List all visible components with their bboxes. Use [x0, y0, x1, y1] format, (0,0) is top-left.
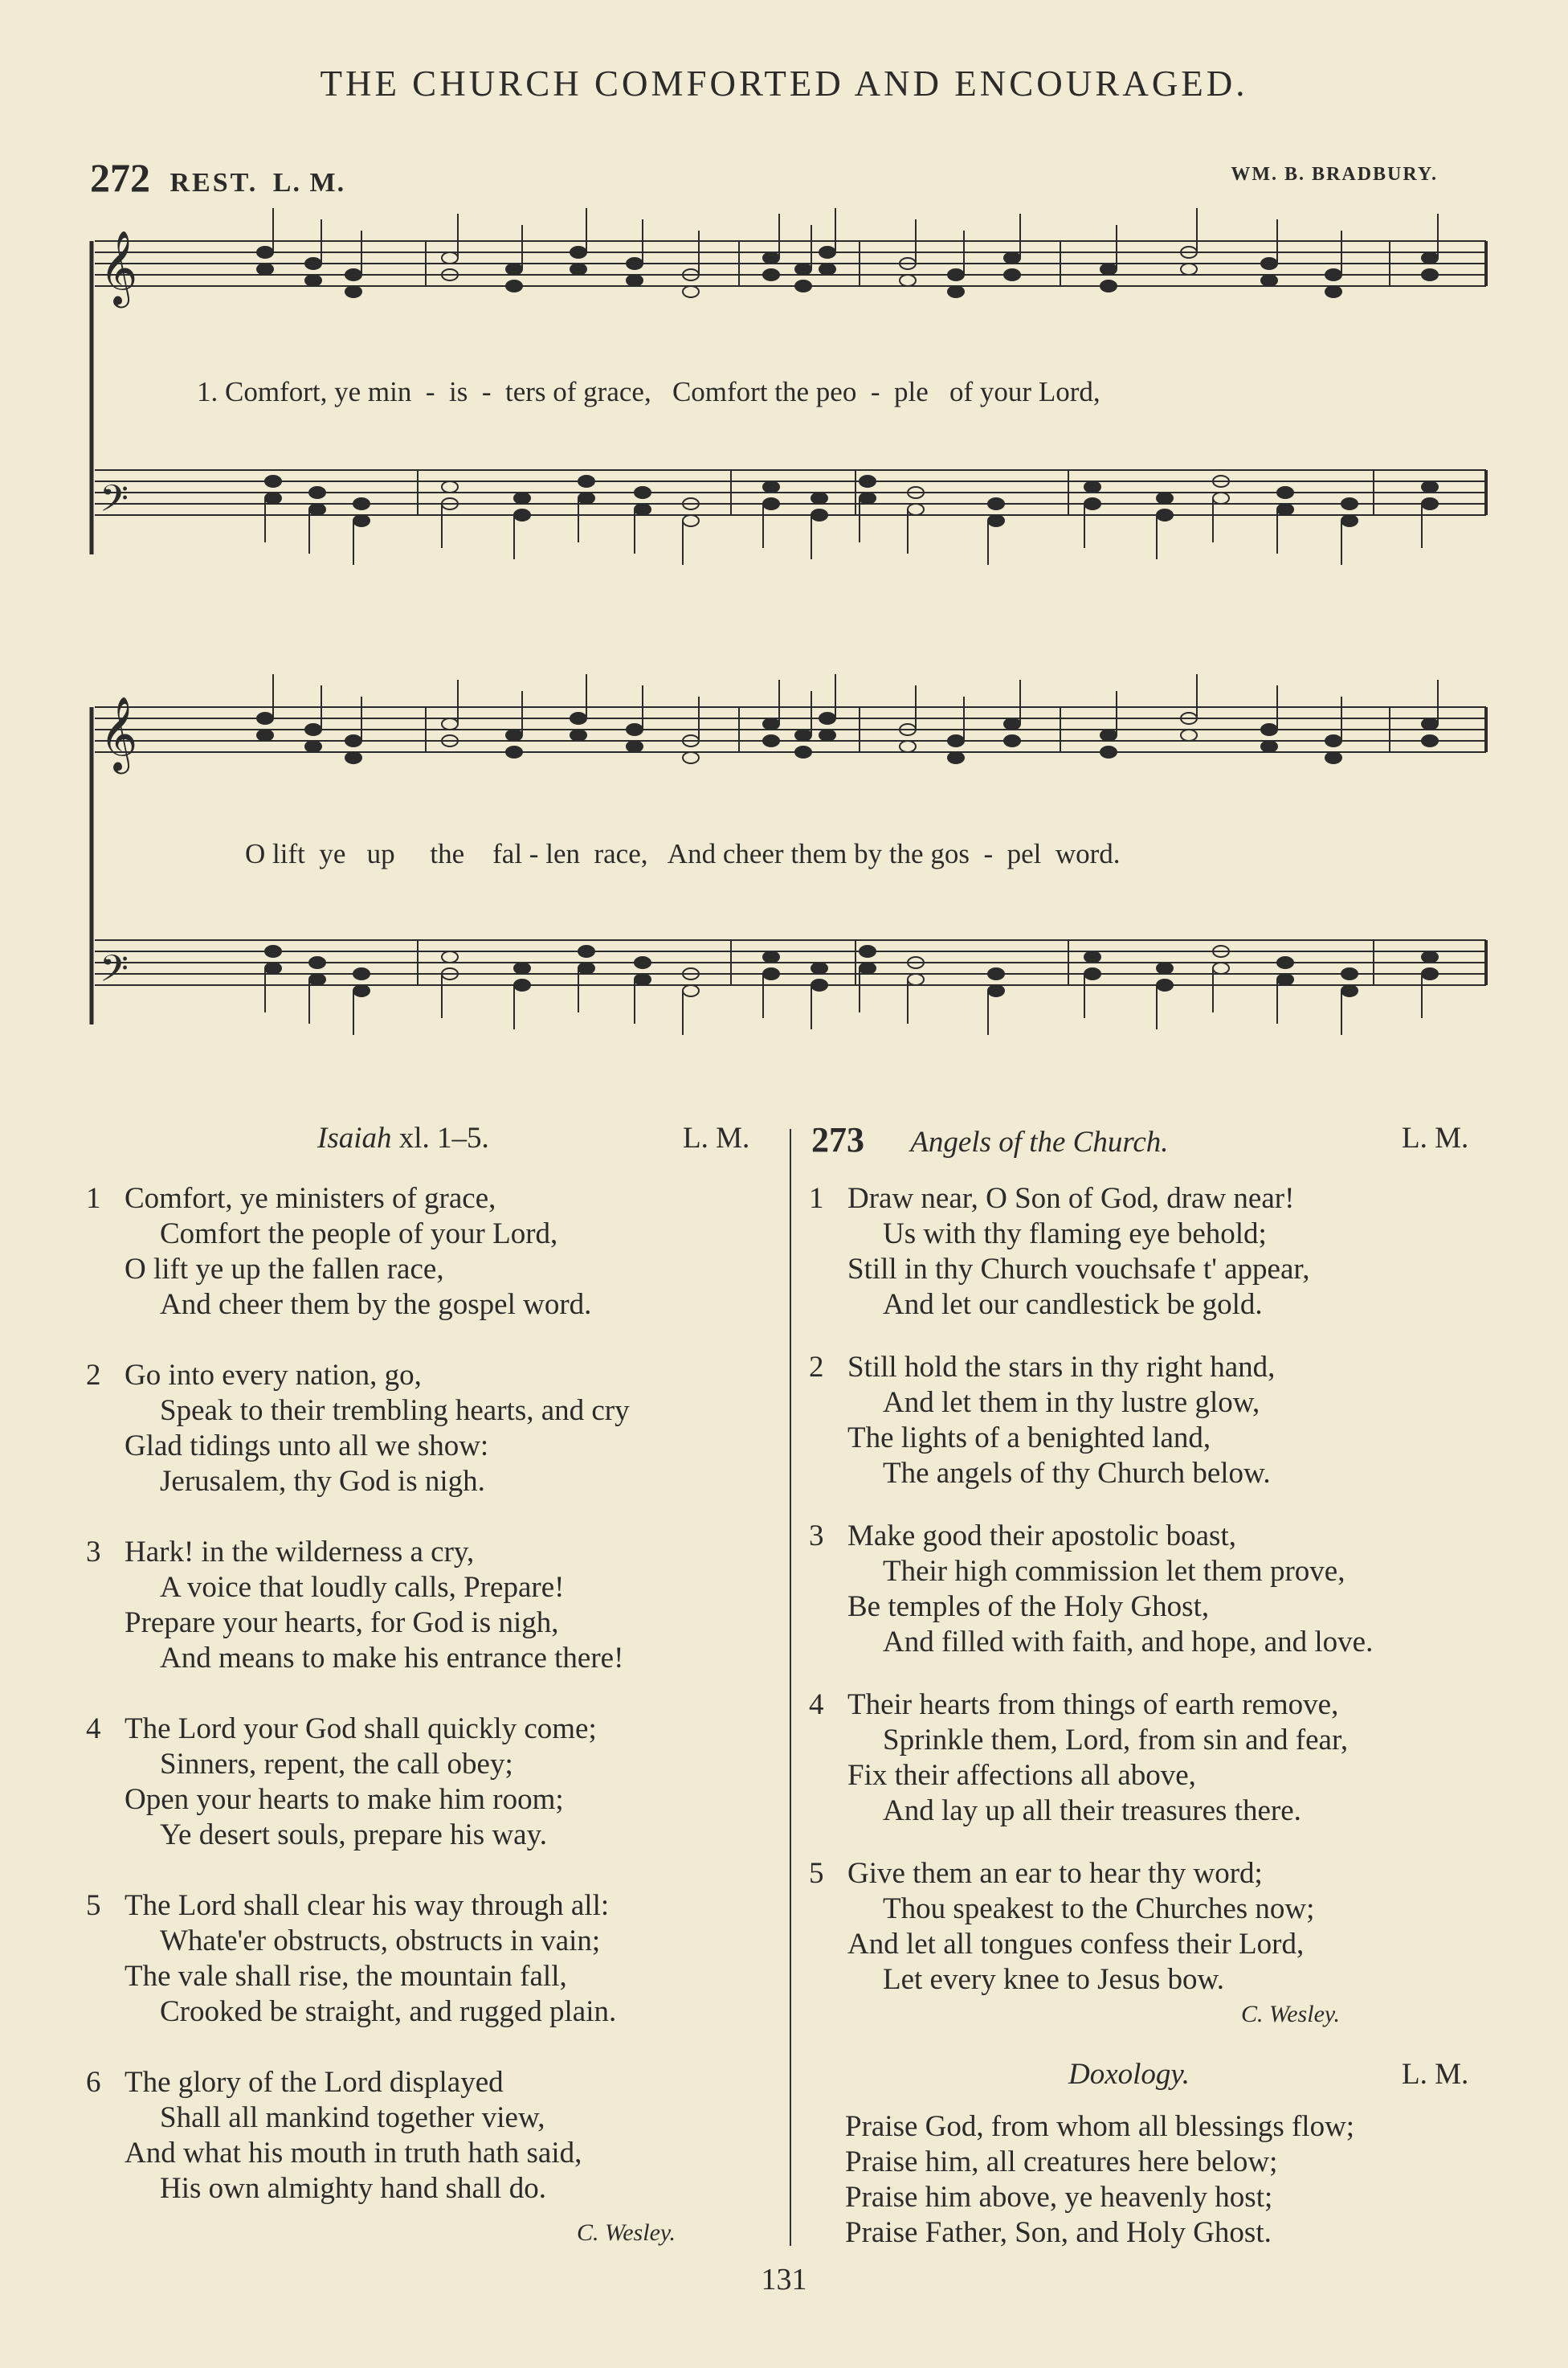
verse-line: Us with thy flaming eye behold;	[883, 1217, 1267, 1250]
verse-line: The glory of the Lord displayed	[125, 2066, 504, 2099]
verse-line: Give them an ear to hear thy word;	[847, 1857, 1263, 1890]
verse	[86, 2065, 582, 2206]
hymn-number: 272	[90, 155, 150, 200]
svg-text:𝄢: 𝄢	[100, 477, 129, 530]
scripture-reference: xl. 1–5.	[398, 1122, 489, 1155]
verse-line: Their hearts from things of earth remove,	[847, 1688, 1339, 1721]
right-column-heading	[811, 1119, 1169, 1160]
lyric-line-1: 1. Comfort, ye min - is - ters of grace, Comfort the peo - ple of your Lord,	[197, 376, 1100, 407]
verse-line: Speak to their trembling hearts, and cry	[160, 1394, 630, 1427]
page-header: THE CHURCH COMFORTED AND ENCOURAGED.	[320, 63, 1248, 104]
verse-line: The vale shall rise, the mountain fall,	[125, 1960, 567, 1993]
verse-number: 2	[86, 1359, 101, 1392]
verse-line: And means to make his entrance there!	[160, 1642, 624, 1675]
verse-number: 3	[86, 1536, 101, 1568]
doxology-line: Praise Father, Son, and Holy Ghost.	[845, 2216, 1272, 2249]
verse-line: And let all tongues confess their Lord,	[847, 1928, 1305, 1961]
verse-line: The lights of a benighted land,	[847, 1421, 1211, 1454]
verse-line: Crooked be straight, and rugged plain.	[160, 1995, 617, 2028]
verse	[809, 1181, 1310, 1323]
verse-line: Go into every nation, go,	[125, 1359, 422, 1392]
verse-line: Glad tidings unto all we show:	[125, 1429, 489, 1462]
verse-line: Prepare your hearts, for God is nigh,	[125, 1606, 559, 1639]
verse	[86, 1535, 624, 1676]
verse-line: And cheer them by the gospel word.	[160, 1288, 592, 1321]
doxology-line: Praise him above, ye heavenly host;	[845, 2181, 1273, 2214]
verse-number: 6	[86, 2066, 101, 2099]
verse-number: 1	[86, 1182, 101, 1215]
verse-line: Make good their apostolic boast,	[847, 1519, 1236, 1552]
tune-name: REST.	[169, 168, 259, 198]
verse-line: Jerusalem, thy God is nigh.	[160, 1465, 485, 1498]
verse	[809, 1519, 1374, 1660]
verse-line: Sprinkle them, Lord, from sin and fear,	[883, 1724, 1349, 1757]
verse-number: 2	[809, 1351, 824, 1384]
verse-line: Shall all mankind together view,	[160, 2101, 545, 2134]
verse-line: Sinners, repent, the call obey;	[160, 1748, 513, 1781]
verse-line: And lay up all their treasures there.	[883, 1794, 1301, 1827]
verse-line: Draw near, O Son of God, draw near!	[847, 1182, 1295, 1215]
verse-line: Ye desert souls, prepare his way.	[160, 1818, 547, 1851]
verse	[86, 1181, 592, 1323]
tune-meter: L. M.	[272, 168, 346, 198]
verse-line: Still hold the stars in thy right hand,	[847, 1351, 1276, 1384]
verse-line: The Lord shall clear his way through all:	[125, 1889, 610, 1922]
verse	[86, 1712, 597, 1853]
verse	[809, 1350, 1276, 1491]
lyric-line-2: O lift ye up the fal - len race, And cheer them by the gos - pel word.	[245, 838, 1121, 869]
scripture-book: Isaiah	[317, 1122, 392, 1155]
verse-line: Thou speakest to the Churches now;	[883, 1892, 1315, 1925]
right-column-meter: L. M.	[1402, 1122, 1469, 1155]
verse-line: And what his mouth in truth hath said,	[125, 2137, 582, 2170]
doxology-title: Doxology.	[1068, 2058, 1190, 2091]
verse-line: Open your hearts to make him room;	[125, 1783, 564, 1816]
verse-line: Comfort, ye ministers of grace,	[125, 1182, 496, 1215]
verse-number: 5	[86, 1889, 101, 1922]
verse-line: Their high commission let them prove,	[883, 1555, 1345, 1588]
verse-number: 3	[809, 1519, 824, 1552]
hymn-number-273: 273	[811, 1120, 864, 1159]
left-column-meter: L. M.	[683, 1122, 750, 1155]
doxology-line: Praise God, from whom all blessings flow;	[845, 2110, 1355, 2143]
verse-line: And let them in thy lustre glow,	[883, 1386, 1260, 1419]
svg-text:𝄞: 𝄞	[100, 696, 138, 771]
composer: WM. B. BRADBURY.	[1231, 164, 1438, 185]
verse	[809, 1856, 1315, 1998]
verse-line: His own almighty hand shall do.	[160, 2172, 546, 2205]
verse-line: And filled with faith, and hope, and love.	[883, 1626, 1374, 1658]
verse-line: Fix their affections all above,	[847, 1759, 1196, 1792]
svg-text:𝄢: 𝄢	[100, 947, 129, 1000]
verse	[809, 1687, 1349, 1829]
verse-line: Comfort the people of your Lord,	[160, 1217, 558, 1250]
left-column-heading	[317, 1121, 489, 1155]
verse-line: O lift ye up the fallen race,	[125, 1253, 444, 1286]
verse-number: 4	[86, 1712, 101, 1745]
verse-line: Still in thy Church vouchsafe t' appear,	[847, 1253, 1310, 1286]
page-number: 131	[761, 2263, 807, 2296]
doxology-text	[845, 2109, 1354, 2251]
verse-line: The angels of thy Church below.	[883, 1457, 1271, 1490]
verse	[86, 1888, 617, 2030]
music-score	[0, 0, 1568, 1069]
column-divider	[790, 1129, 791, 2246]
verse-line: Let every knee to Jesus bow.	[883, 1963, 1225, 1996]
svg-text:𝄞: 𝄞	[100, 230, 138, 305]
left-author: C. Wesley.	[577, 2219, 676, 2246]
doxology-line: Praise him, all creatures here below;	[845, 2145, 1278, 2178]
verse-line: Hark! in the wilderness a cry,	[125, 1536, 475, 1568]
verse-line: The Lord your God shall quickly come;	[125, 1712, 597, 1745]
verse-line: And let our candlestick be gold.	[883, 1288, 1263, 1321]
right-author: C. Wesley.	[1241, 2001, 1341, 2027]
verse-number: 1	[809, 1182, 824, 1215]
doxology-meter: L. M.	[1402, 2058, 1469, 2091]
verse-line: Be temples of the Holy Ghost,	[847, 1590, 1210, 1623]
verse-line: Whate'er obstructs, obstructs in vain;	[160, 1924, 601, 1957]
verse-number: 5	[809, 1857, 824, 1890]
hymn-273-title: Angels of the Church.	[910, 1126, 1169, 1159]
verse	[86, 1358, 630, 1499]
verse-number: 4	[809, 1688, 824, 1721]
verse-line: A voice that loudly calls, Prepare!	[160, 1571, 565, 1604]
